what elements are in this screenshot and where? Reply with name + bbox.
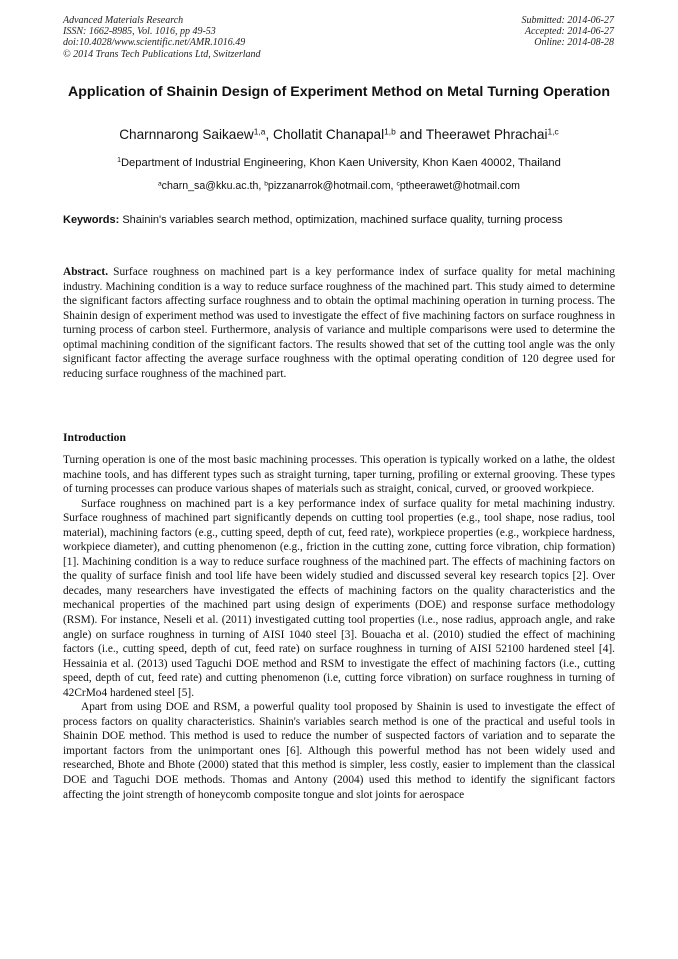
- paragraph: Apart from using DOE and RSM, a powerful quality tool proposed by Shainin is used to investigate the effect of process factors on quality characteristics. Shainin's variables search method is one of the practical and useful tools in Shainin DOE method. This method is used to reduce the number of suspected factors of variation and to separate the important factors from the unimportant ones [6]. Although this powerful method has not been widely used and researched, Bhote and Bhote (2000) stated that this method is simpler, less costly, easier to implement than the classical DOE and Taguchi DOE methods. Thomas and Antony (2004) used this method to identify the significant factors affecting the joint strength of honeycomb composite tongue and slot joints for aerospace: [63, 701, 615, 801]
- author-affil-marker: 1,a: [253, 126, 266, 137]
- date-online: Online: 2014-08-28: [534, 37, 614, 49]
- journal-copyright: © 2014 Trans Tech Publications Ltd, Switzerland: [63, 48, 261, 60]
- publication-dates: [522, 15, 615, 49]
- affiliation-marker: 1: [117, 157, 121, 165]
- email-link[interactable]: ptheerawet@hotmail.com: [399, 180, 520, 192]
- email-separator: ,: [258, 180, 265, 192]
- date-accepted: Accepted: 2014-06-27: [524, 26, 614, 38]
- author-name: Charnnarong Saikaew: [119, 127, 254, 142]
- email-separator: ,: [390, 180, 397, 192]
- affiliation: [40, 155, 638, 171]
- introduction-body: [63, 453, 615, 802]
- introduction-heading: Introduction: [63, 431, 126, 444]
- keywords-section: [63, 213, 615, 228]
- email-link[interactable]: charn_sa@kku.ac.th: [161, 180, 259, 192]
- author-affil-marker: 1,c: [547, 126, 559, 137]
- author-affil-marker: 1,b: [384, 126, 396, 137]
- abstract-section: [63, 265, 615, 381]
- journal-info: [63, 15, 261, 60]
- author-name: Chollatit Chanapal: [273, 127, 385, 142]
- keywords-label: Keywords:: [63, 214, 120, 226]
- abstract-text: Surface roughness on machined part is a key performance index of surface quality for metal machining industry. Machining condition is a way to reduce surface roughness of the machined part. This study aimed to determine the significant factors affecting surface roughness and to obtain the optimal machining operation in turning process. The Shainin design of experiment method was used to investigate the effect of five machining factors on surface roughness in turning process of carbon steel. Furthermore, analysis of variance and multiple comparisons were used to determine the optimal machining condition of the significant factors. The results showed that set of the cutting tool angle was the only significant factor affecting the average surface roughness with the optimal operating condition of 120 degree used for reducing surface roughness of the machined part.: [63, 266, 615, 380]
- email-link[interactable]: pizzanarrok@hotmail.com: [267, 180, 391, 192]
- date-submitted: Submitted: 2014-06-27: [521, 15, 614, 26]
- email-marker: c: [396, 180, 400, 188]
- author-separator: and: [395, 127, 426, 142]
- author-list: [40, 126, 638, 144]
- journal-name: Advanced Materials Research: [63, 15, 184, 26]
- paragraph: Surface roughness on machined part is a key performance index of surface quality for metal machining industry. Surface roughness of machined part significantly depends on cutting tool properties (e.g., tool shape, nose radius, tool material), machining factors (e.g., cutting speed, depth of cut, feed rate), workpiece properties (e.g., workpiece hardness, workpiece diameter), and cutting phenomenon (e.g., friction in the cutting zone, cutting force vibration, chip formation) [1]. Machining condition is a way to reduce surface roughness of the machined part. The effects of machining factors on the quality of surface finish and tool life have been widely studied and discussed several key research topics [2]. Over decades, many researchers have investigated the effects of machining factors on the quality characteristics and the mechanical properties of the machined part using design of experiments (DOE) and response surface methodology (RSM). For instance, Neseli et al. (2011) investigated cutting tool properties (i.e., nose radius, approach angle, and rake angle) on surface roughness in turning of AISI 1040 steel [3]. Bouacha et al. (2010) studied the effect of machining factors (i.e., cutting speed, depth of cut, feed rate) on surface roughness in turning of AISI 52100 hardened steel [4]. Hessainia et al. (2013) used Taguchi DOE method and RSM to investigate the effect of machining factors (i.e., cutting speed, depth of cut, feed rate) and cutting phenomenon (i.e, cutting force vibration) on surface roughness in turning of 42CrMo4 hardened steel [5].: [63, 497, 615, 699]
- journal-issn: ISSN: 1662-8985, Vol. 1016, pp 49-53: [63, 26, 216, 38]
- author-name: Theerawet Phrachai: [425, 127, 548, 142]
- journal-doi[interactable]: doi:10.4028/www.scientific.net/AMR.1016.49: [63, 37, 246, 49]
- affiliation-text: Department of Industrial Engineering, Khon Kaen University, Khon Kaen 40002, Thailand: [120, 157, 561, 169]
- keywords-text: Shainin's variables search method, optimization, machined surface quality, turning process: [122, 214, 563, 226]
- email-marker: a: [157, 180, 162, 188]
- paragraph: Turning operation is one of the most basic machining processes. This operation is typically worked on a lathe, the oldest machine tools, and has different types such as straight turning, taper turning, profiling or external grooving. These types of turning processes can produce various shapes of materials such as straight, conical, curved, or grooved workpiece.: [63, 454, 615, 496]
- author-emails: [40, 178, 638, 194]
- email-marker: b: [264, 180, 268, 188]
- author-separator: ,: [265, 127, 274, 142]
- abstract-label: Abstract.: [63, 266, 109, 278]
- paper-title: Application of Shainin Design of Experiment Method on Metal Turning Operation: [67, 84, 611, 100]
